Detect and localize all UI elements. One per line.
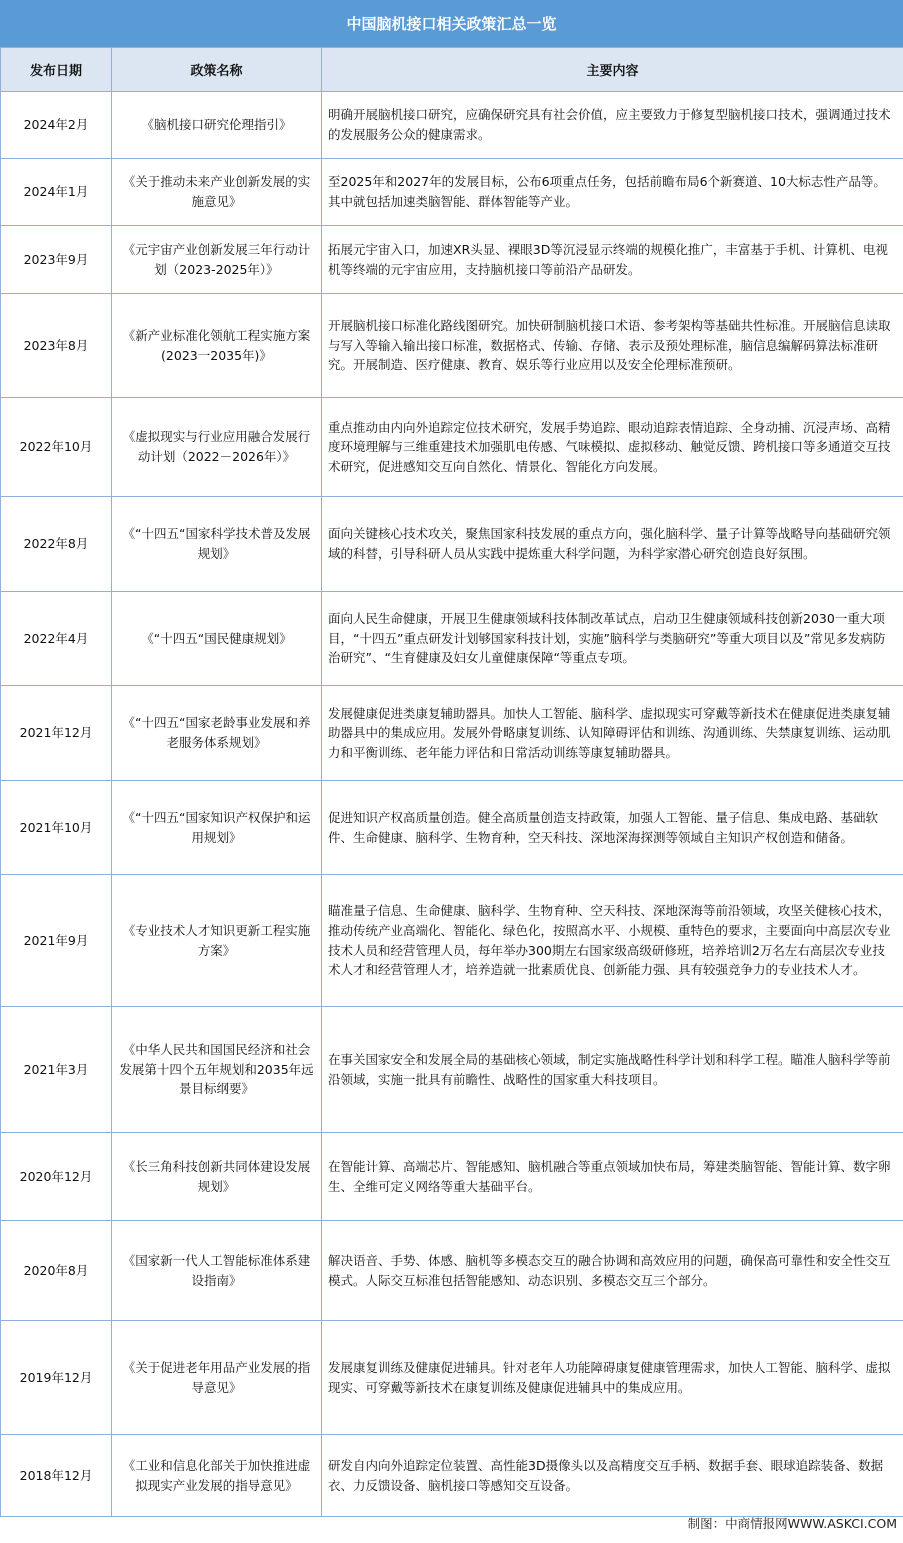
policy-content: 促进知识产权高质量创造。健全高质量创造支持政策，加强人工智能、量子信息、集成电路、基础软件、生命健康、脑科学、生物育种，空天科技、深地深海探测等领域自主知识产权创造和储备。 xyxy=(322,781,903,875)
table-row xyxy=(1,1221,903,1321)
policy-date: 2023年8月 xyxy=(1,294,112,398)
policy-name: 《新产业标准化领航工程实施方案(2023一2035年)》 xyxy=(112,294,322,398)
policy-date: 2022年8月 xyxy=(1,497,112,592)
policy-name: 《“十四五“国家科学技术普及发展规划》 xyxy=(112,497,322,592)
policy-content: 瞄准量子信息、生命健康、脑科学、生物育种、空天科技、深地深海等前沿领域，攻坚关健核心技术，推动传统产业高端化、智能化、绿色化，按照高水平、小规模、重特色的要求，主要面向中高层次专业技术人员和经营管理人员，每年举办300期左右国家级高级研修班，培养培训2万名左右高层次专业技术人才和经营管理人才，培养造就一批素质优良、创新能力强、具有较强竞争力的专业技术人才。 xyxy=(322,875,903,1007)
policy-content: 至2025年和2027年的发展目标，公布6项重点任务，包括前瞻布局6个新赛道、10大标志性产品等。其中就包括加速类脑智能、群体智能等产业。 xyxy=(322,159,903,226)
policy-name: 《脑机接口研究伦理指引》 xyxy=(112,92,322,159)
table-row xyxy=(1,159,903,226)
policy-name: 《关于推动未来产业创新发展的实施意见》 xyxy=(112,159,322,226)
policy-table xyxy=(0,47,903,1517)
policy-name: 《“十四五“国家老龄事业发展和养老服务体系规划》 xyxy=(112,686,322,781)
policy-content: 发展康复训练及健康促进辅具。针对老年人功能障碍康复健康管理需求，加快人工智能、脑科学、虚拟现实、可穿戴等新技术在康复训练及健康促进辅具中的集成应用。 xyxy=(322,1321,903,1435)
policy-date: 2022年4月 xyxy=(1,592,112,686)
table-row xyxy=(1,294,903,398)
header-name: 政策名称 xyxy=(112,48,322,92)
policy-date: 2020年8月 xyxy=(1,1221,112,1321)
policy-content: 解决语音、手势、体感、脑机等多模态交互的融合协调和高效应用的问题，确保高可靠性和安全性交互模式。人际交互标准包括智能感知、动态识别、多模态交互三个部分。 xyxy=(322,1221,903,1321)
policy-name: 《关于促进老年用品产业发展的指导意见》 xyxy=(112,1321,322,1435)
table-row xyxy=(1,92,903,159)
policy-name: 《“十四五“国家知识产权保护和运用规划》 xyxy=(112,781,322,875)
policy-date: 2019年12月 xyxy=(1,1321,112,1435)
header-row xyxy=(1,48,903,92)
table-row xyxy=(1,398,903,497)
table-row xyxy=(1,497,903,592)
policy-content: 面向人民生命健康，开展卫生健康领域科技体制改革试点，启动卫生健康领域科技创新2030一重大项目，“十四五”重点研发计划够国家科技计划，实施”脑科学与类脑研究”等重大项目以及”常见多发病防治研究”、“生育健康及妇女儿童健康保障“等重点专项。 xyxy=(322,592,903,686)
policy-date: 2021年12月 xyxy=(1,686,112,781)
policy-name: 《长三角科技创新共同体建设发展规划》 xyxy=(112,1133,322,1221)
policy-name: 《工业和信息化部关于加快推进虚拟现实产业发展的指导意见》 xyxy=(112,1435,322,1517)
policy-date: 2023年9月 xyxy=(1,226,112,294)
policy-content: 在智能计算、高端芯片、智能感知、脑机融合等重点领域加快布局，筹建类脑智能、智能计算、数字卵生、全维可定义网络等重大基础平台。 xyxy=(322,1133,903,1221)
table-title: 中国脑机接口相关政策汇总一览 xyxy=(0,0,903,47)
policy-content: 在事关国家安全和发展全局的基础核心领域，制定实施战略性科学计划和科学工程。瞄准人脑科学等前沿领域，实施一批具有前瞻性、战略性的国家重大科技项目。 xyxy=(322,1007,903,1133)
policy-date: 2021年9月 xyxy=(1,875,112,1007)
table-row xyxy=(1,592,903,686)
table-row xyxy=(1,1133,903,1221)
policy-date: 2024年1月 xyxy=(1,159,112,226)
policy-content: 发展健康促进类康复辅助器具。加快人工智能、脑科学、虚拟现实可穿戴等新技术在健康促进类康复辅助器具中的集成应用。发展外骨略康复训练、认知障碍评估和训练、沟通训练、失禁康复训练、运动肌力和平衡训练、老年能力评估和日常活动训练等康复辅助器具。 xyxy=(322,686,903,781)
policy-content: 开展脑机接口标准化路线图研究。加快研制脑机接口术语、参考架构等基础共性标准。开展脑信息读取与写入等输入输出接口标准，数据格式、传输、存储、表示及预处理标准，脑信息编解码算法标准研究。开展制造、医疗健康、教育、娱乐等行业应用以及安全伦理标准预研。 xyxy=(322,294,903,398)
table-row xyxy=(1,686,903,781)
policy-content: 研发自内向外追踪定位装置、高性能3D摄像头以及高精度交互手柄、数据手套、眼球追踪装备、数据衣、力反馈设备、脑机接口等感知交互设备。 xyxy=(322,1435,903,1517)
policy-date: 2022年10月 xyxy=(1,398,112,497)
table-row xyxy=(1,1435,903,1517)
table-row xyxy=(1,1321,903,1435)
policy-date: 2021年10月 xyxy=(1,781,112,875)
policy-content: 拓展元宇宙入口，加速XR头显、裸眼3D等沉浸显示终端的规模化推广，丰富基于手机、计算机、电视机等终端的元宇宙应用，支持脑机接口等前沿产品研发。 xyxy=(322,226,903,294)
table-row xyxy=(1,226,903,294)
table-row xyxy=(1,1007,903,1133)
policy-date: 2021年3月 xyxy=(1,1007,112,1133)
table-row xyxy=(1,781,903,875)
policy-date: 2020年12月 xyxy=(1,1133,112,1221)
policy-date: 2018年12月 xyxy=(1,1435,112,1517)
policy-name: 《“十四五“国民健康规划》 xyxy=(112,592,322,686)
policy-name: 《中华人民共和国国民经济和社会发展第十四个五年规划和2035年远景目标纲要》 xyxy=(112,1007,322,1133)
policy-content: 明确开展脑机接口研究，应确保研究具有社会价值，应主要致力于修复型脑机接口技术，强调通过技术的发展服务公众的健康需求。 xyxy=(322,92,903,159)
policy-content: 面向关键核心技术攻关，聚焦国家科技发展的重点方向，强化脑科学、量子计算等战略导向基础研究领域的科替，引导科研人员从实践中提炼重大科学问题，为科学家潜心研究创造良好氛围。 xyxy=(322,497,903,592)
header-content: 主要内容 xyxy=(322,48,903,92)
policy-name: 《虚拟现实与行业应用融合发展行动计划（2022－2026年）》 xyxy=(112,398,322,497)
header-date: 发布日期 xyxy=(1,48,112,92)
source-credit: 制图：中商情报网WWW.ASKCI.COM xyxy=(687,1516,897,1531)
policy-name: 《元宇宙产业创新发展三年行动计划（2023-2025年）》 xyxy=(112,226,322,294)
policy-content: 重点推动由内向外追踪定位技术研究，发展手势追踪、眼动追踪表情追踪、全身动捕、沉浸声场、高精度环境理解与三维重建技术加强肌电传感、气味模拟、虚拟移动、触觉反馈、跨机接口等多通道交互技术研究，促进感知交互向自然化、情景化、智能化方向发展。 xyxy=(322,398,903,497)
policy-date: 2024年2月 xyxy=(1,92,112,159)
table-row xyxy=(1,875,903,1007)
policy-name: 《国家新一代人工智能标准体系建设指南》 xyxy=(112,1221,322,1321)
policy-name: 《专业技术人才知识更新工程实施方案》 xyxy=(112,875,322,1007)
